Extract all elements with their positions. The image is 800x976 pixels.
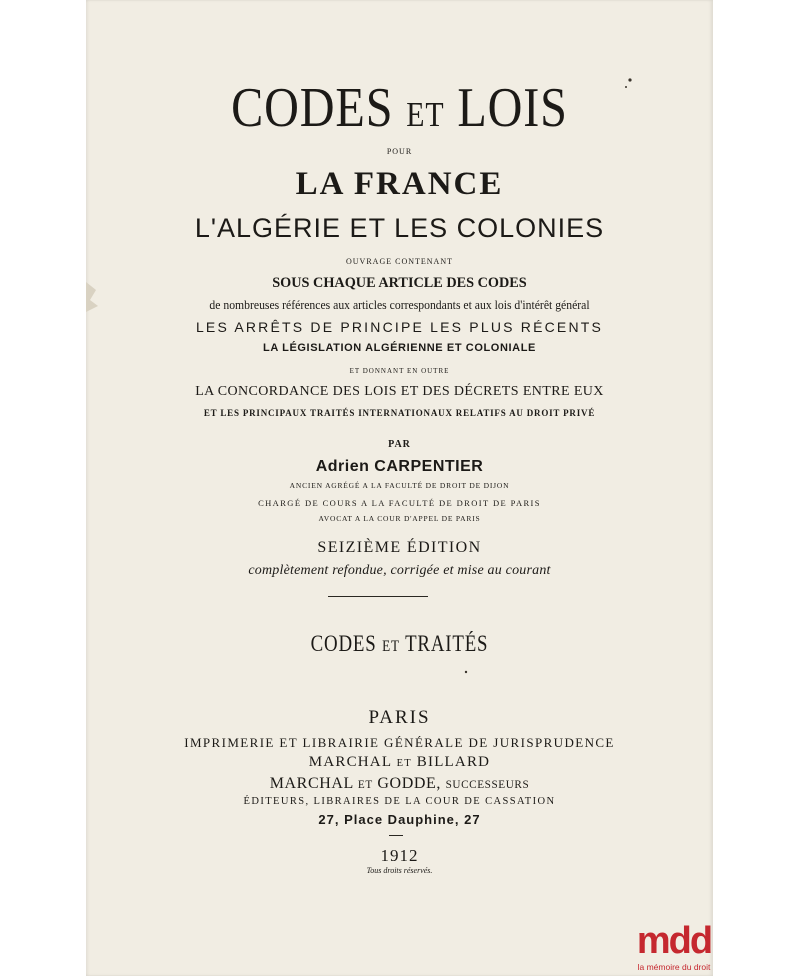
author-credential: CHARGÉ DE COURS A LA FACULTÉ DE DROIT DE PARIS — [258, 498, 541, 508]
address-text: 27, Place Dauphine, 27 — [318, 812, 481, 827]
pour-text: POUR — [386, 147, 413, 156]
city-text: PARIS — [368, 707, 431, 728]
short-dash — [389, 835, 403, 836]
par-text: PAR — [388, 439, 411, 450]
divider-rule — [328, 596, 428, 597]
author-credential: ANCIEN AGRÉGÉ A LA FACULTÉ DE DROIT DE DIJON — [289, 481, 510, 490]
edition-note: complètement refondue, corrigée et mise au courant — [248, 563, 551, 578]
author-name: Adrien CARPENTIER — [315, 458, 484, 475]
donnant-text: ET DONNANT EN OUTRE — [349, 367, 450, 375]
logo-tagline: la mémoire du droit — [637, 962, 711, 972]
logo-mark-text: mdd — [636, 920, 712, 960]
main-title: CODES ET LOIS — [231, 77, 568, 139]
edition-heading: SEIZIÈME ÉDITION — [317, 539, 482, 556]
legislation-text: LA LÉGISLATION ALGÉRIENNE ET COLONIALE — [263, 342, 536, 354]
publisher-line-2: MARCHAL ET GODDE, SUCCESSEURS — [269, 775, 530, 792]
publication-year: 1912 — [380, 846, 419, 865]
concordance-text: LA CONCORDANCE DES LOIS ET DES DÉCRETS ENTRE EUX — [195, 384, 604, 399]
mdd-logo-icon — [636, 920, 712, 960]
sous-chaque-text: SOUS CHAQUE ARTICLE DES CODES — [272, 275, 527, 291]
country-heading: LA FRANCE — [295, 166, 504, 202]
author-credential: AVOCAT A LA COUR D'APPEL DE PARIS — [318, 514, 481, 523]
ouvrage-text: OUVRAGE CONTENANT — [346, 257, 453, 266]
editeurs-text: ÉDITEURS, LIBRAIRES DE LA COUR DE CASSATION — [243, 796, 556, 807]
rights-text: Tous droits réservés. — [366, 866, 433, 875]
arrets-text: LES ARRÊTS DE PRINCIPE LES PLUS RÉCENTS — [195, 319, 604, 335]
imprimerie-text: IMPRIMERIE ET LIBRAIRIE GÉNÉRALE DE JURISPRUDENCE — [184, 735, 615, 750]
traites-intl-text: ET LES PRINCIPAUX TRAITÉS INTERNATIONAUX RELATIFS AU DROIT PRIVÉ — [203, 408, 596, 418]
territories-heading: L'ALGÉRIE ET LES COLONIES — [194, 213, 605, 243]
title-page — [86, 0, 713, 976]
volume-title: CODES ET TRAITÉS — [310, 631, 489, 656]
references-text: de nombreuses références aux articles correspondants et aux lois d'intérêt général — [209, 297, 590, 312]
watermark-logo — [636, 920, 712, 974]
publisher-line-1: MARCHAL ET BILLARD — [308, 754, 491, 770]
